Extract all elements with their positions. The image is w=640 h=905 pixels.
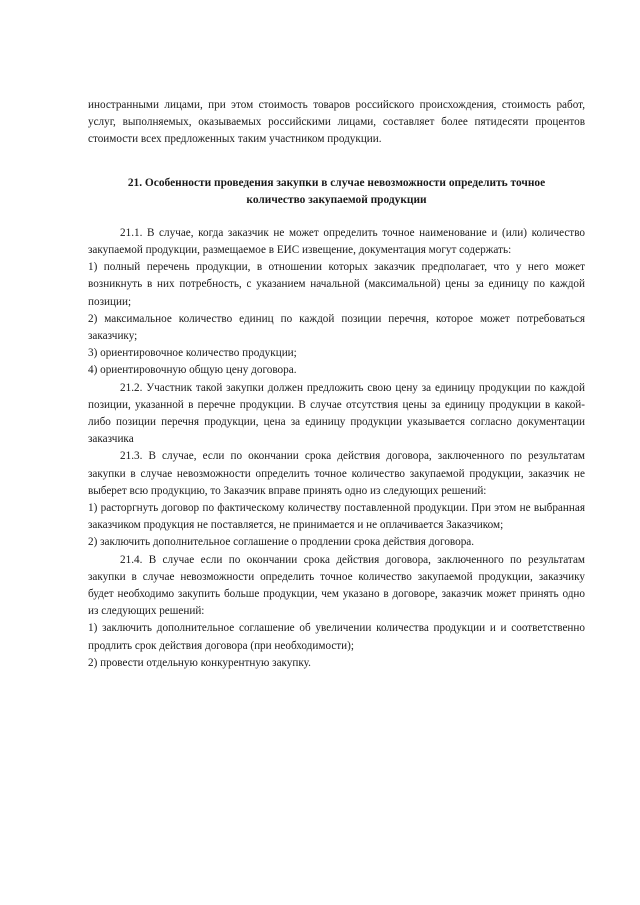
section-heading	[88, 175, 585, 210]
paragraph-21-3: 21.3. В случае, если по окончании срока действия договора, заключенного по результатам закупки в случае невозможности определить точное количество закупаемой продукции, заказчик не выберет всю продукцию, то Заказчик вправе принять одно из следующих решений:	[88, 450, 585, 497]
list-item-21-1-2: 2) максимальное количество единиц по каждой позиции перечня, которое может потребоваться заказчику;	[88, 312, 585, 343]
list-item-21-1-1: 1) полный перечень продукции, в отношении которых заказчик предполагает, что у него может возникнуть в них потребность, с указанием начальной (максимальной) цены за единицу по каждой позиции;	[88, 261, 585, 308]
list-item-21-1-4: 4) ориентировочную общую цену договора.	[88, 364, 297, 377]
list-item-21-1-3: 3) ориентировочное количество продукции;	[88, 347, 297, 360]
section-heading-line-1: 21. Особенности проведения закупки в случае невозможности определить точное	[127, 176, 546, 189]
paragraph-21-4: 21.4. В случае если по окончании срока действия договора, заключенного по результатам закупки в случае невозможности определить точное количество закупаемой продукции, заказчику будет необходимо закупить больше продукции, чем указано в договоре, заказчик может принять одно из следующих решений:	[88, 553, 585, 618]
list-item-21-4-1: 1) заключить дополнительное соглашение об увеличении количества продукции и и соответственно продлить срок действия договора (при необходимости);	[88, 622, 585, 652]
list-item-21-3-2: 2) заключить дополнительное соглашение о продлении срока действия договора.	[88, 536, 475, 549]
section-heading-line-2: количество закупаемой продукции	[246, 194, 427, 207]
document-page	[88, 97, 585, 672]
paragraph-21-1: 21.1. В случае, когда заказчик не может определить точное наименование и (или) количество закупаемой продукции, размещаемое в ЕИС извещение, документация могут содержать:	[88, 226, 585, 256]
intro-paragraph: иностранными лицами, при этом стоимость товаров российского происхождения, стоимость работ, услуг, выполняемых, оказываемых российскими лицами, составляет более пятидесяти процентов стоимости всех предложенных таким участником продукции.	[88, 99, 585, 146]
list-item-21-4-2: 2) провести отдельную конкурентную закупку.	[88, 656, 311, 669]
list-item-21-3-1: 1) расторгнуть договор по фактическому количеству поставленной продукции. При этом не выбранная заказчиком продукция не поставляется, не принимается и не оплачивается Заказчиком;	[88, 502, 585, 532]
paragraph-21-2: 21.2. Участник такой закупки должен предложить свою цену за единицу продукции по каждой позиции, указанной в перечне продукции. В случае отсутствия цены за единицу продукции в какой-либо позиции перечня продукции, цена за единицу продукции указывается согласно документации заказчика	[88, 381, 585, 446]
